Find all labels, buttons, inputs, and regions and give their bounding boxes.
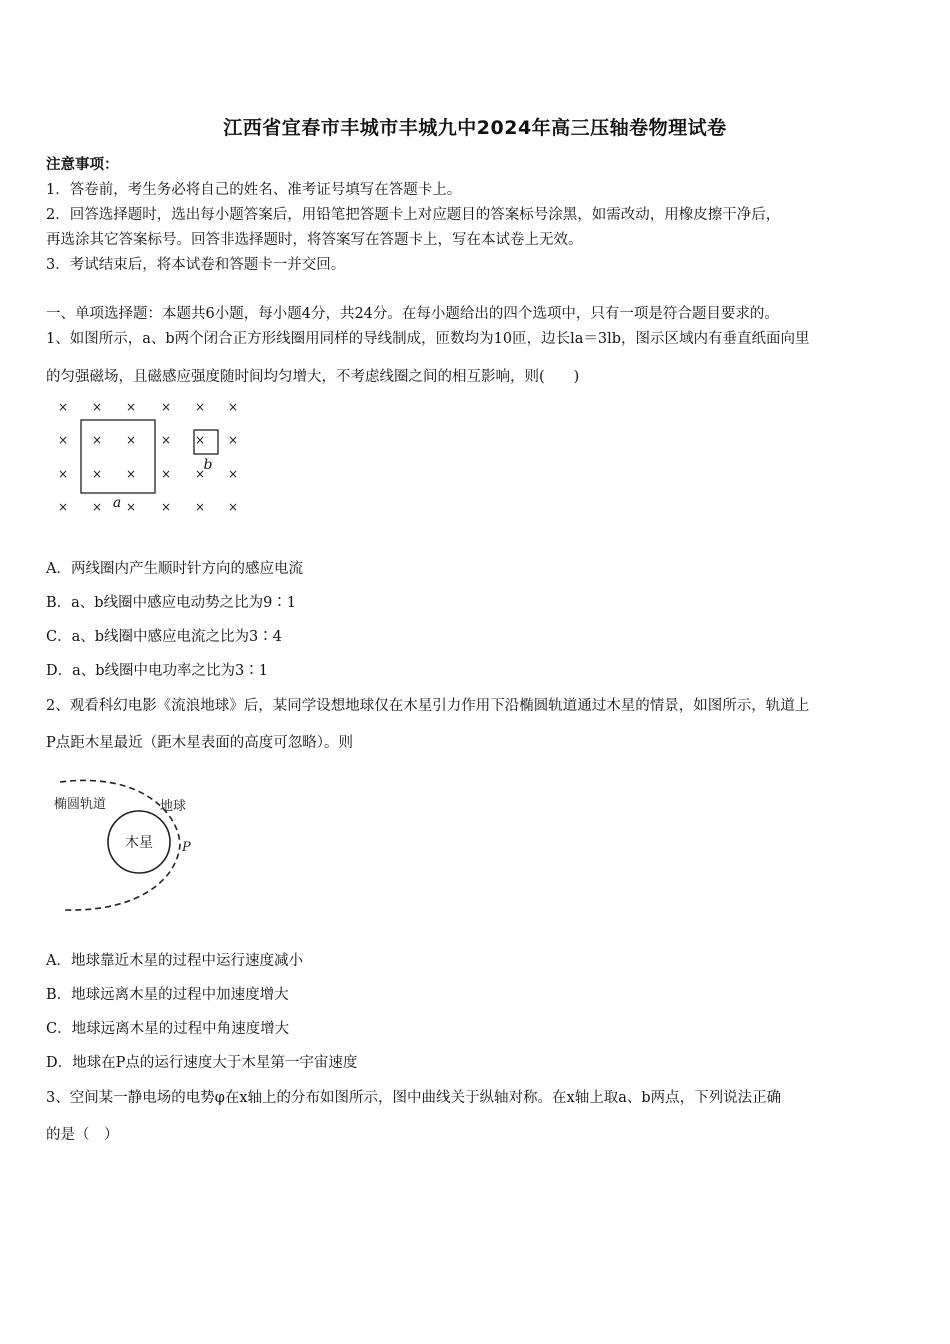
svg-text:×: × [194,400,206,414]
notice-item: 3．考试结束后，将本试卷和答题卡一并交回。 [46,257,346,273]
svg-text:×: × [227,433,239,447]
magnetic-field-figure [50,395,250,520]
svg-text:×: × [125,500,137,514]
svg-text:×: × [160,433,172,447]
q2-option-a: A．地球靠近木星的过程中运行速度减小 [46,953,303,969]
coil-a [81,420,155,493]
coil-b-label: b [203,457,213,473]
svg-text:×: × [194,433,206,447]
jupiter-label: 木星 [125,835,153,851]
svg-text:×: × [194,500,206,514]
notice-item: 再选涂其它答案标号。回答非选择题时，将答案写在答题卡上，写在本试卷上无效。 [46,232,583,248]
svg-text:×: × [91,400,103,414]
svg-text:×: × [227,400,239,414]
q2-option-c: C．地球远离木星的过程中角速度增大 [46,1021,290,1037]
question-3-stem: 3、空间某一静电场的电势φ在x轴上的分布如图所示，图中曲线关于纵轴对称。在x轴上取a、b两点，下列说法正确 [46,1090,782,1106]
q2-option-d: D．地球在P点的运行速度大于木星第一宇宙速度 [46,1055,358,1071]
svg-text:×: × [125,400,137,414]
question-1-stem-cont: 的匀强磁场，且磁感应强度随时间均匀增大，不考虑线圈之间的相互影响，则( ) [46,369,580,385]
svg-text:×: × [160,500,172,514]
point-p-label: P [182,840,191,855]
section-heading: 一、单项选择题：本题共6小题，每小题4分，共24分。在每小题给出的四个选项中，只有一项是符合题目要求的。 [46,306,779,322]
notice-heading: 注意事项： [46,156,119,173]
earth-label: 地球 [160,799,187,814]
question-2-stem-cont: P点距木星最近（距木星表面的高度可忽略）。则 [46,735,354,751]
svg-text:×: × [194,467,206,481]
svg-text:×: × [57,467,69,481]
question-3-stem-cont: 的是（ ） [46,1127,119,1143]
svg-text:×: × [125,467,137,481]
svg-text:×: × [227,467,239,481]
svg-text:×: × [57,433,69,447]
svg-text:×: × [57,500,69,514]
q1-option-c: C．a、b线圈中感应电流之比为3∶4 [46,629,282,645]
orbit-label: 椭圆轨道 [54,797,107,812]
svg-text:×: × [160,400,172,414]
question-1-stem: 1、如图所示，a、b两个闭合正方形线圈用同样的导线制成，匝数均为10匝，边长la＝3lb，图示区域内有垂直纸面向里 [46,331,810,347]
coil-a-label: a [112,495,122,511]
jupiter-orbit-figure [50,772,210,917]
svg-text:×: × [91,433,103,447]
q1-option-d: D．a、b线圈中电功率之比为3∶1 [46,663,269,679]
notice-item: 1．答卷前，考生务必将自己的姓名、准考证号填写在答题卡上。 [46,182,462,198]
q2-option-b: B．地球远离木星的过程中加速度增大 [46,987,289,1003]
q1-option-b: B．a、b线圈中感应电动势之比为9∶1 [46,595,297,611]
svg-text:×: × [227,500,239,514]
question-2-stem: 2、观看科幻电影《流浪地球》后，某同学设想地球仅在木星引力作用下沿椭圆轨道通过木星的情景，如图所示，轨道上 [46,698,810,714]
svg-text:×: × [91,467,103,481]
notice-item: 2．回答选择题时，选出每小题答案后，用铅笔把答题卡上对应题目的答案标号涂黑，如需改动，用橡皮擦干净后， [46,207,781,223]
svg-text:×: × [125,433,137,447]
page-title: 江西省宜春市丰城市丰城九中2024年高三压轴卷物理试卷 [223,117,727,139]
q1-option-a: A．两线圈内产生顺时针方向的感应电流 [46,561,303,577]
svg-text:×: × [57,400,69,414]
svg-text:×: × [91,500,103,514]
svg-text:×: × [160,467,172,481]
